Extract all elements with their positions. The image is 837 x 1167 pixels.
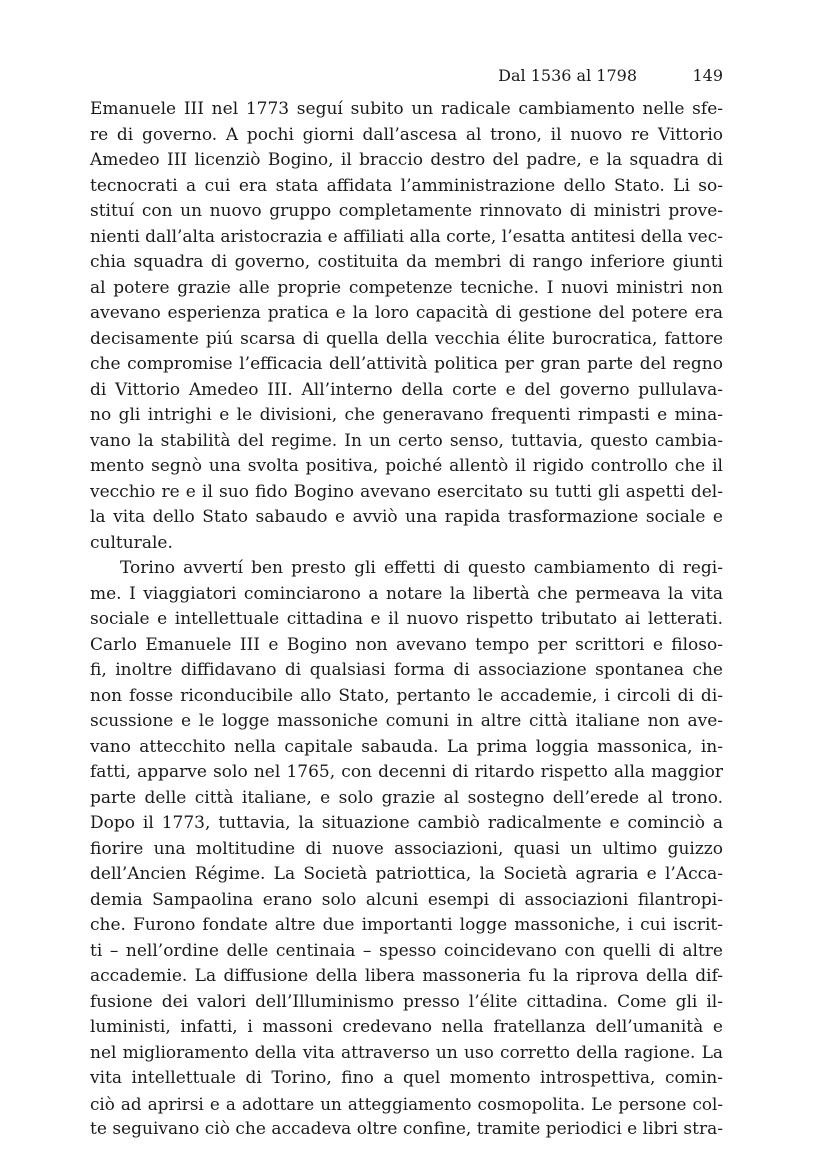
- text-line: Emanuele III nel 1773 seguí subito un radicale cambiamento nelle sfe-: [90, 99, 723, 119]
- text-line: ti – nell’ordine delle centinaia – spesso coincidevano con quelli di altre: [90, 940, 723, 961]
- page-number: 149: [692, 66, 723, 85]
- text-line: di Vittorio Amedeo III. All’interno della corte e del governo pullulava-: [90, 379, 723, 400]
- text-line: Dopo il 1773, tuttavia, la situazione cambiò radicalmente e cominciò a: [90, 813, 723, 833]
- text-line: non fosse riconducibile allo Stato, pertanto le accademie, i circoli di di-: [90, 685, 723, 706]
- text-line: vano la stabilità del regime. In un certo senso, tuttavia, questo cambia-: [90, 430, 723, 451]
- text-line: che. Furono fondate altre due importanti logge massoniche, i cui iscrit-: [90, 915, 723, 935]
- text-line: me. I viaggiatori cominciarono a notare la libertà che permeava la vita: [90, 583, 723, 604]
- text-line: fi, inoltre diffidavano di qualsiasi forma di associazione spontanea che: [90, 660, 723, 680]
- text-line: tecnocrati a cui era stata affidata l’amministrazione dello Stato. Li so-: [90, 175, 723, 196]
- text-line: fiorire una moltitudine di nuove associazioni, quasi un ultimo guizzo: [90, 838, 723, 859]
- text-line: culturale.: [90, 532, 173, 553]
- text-line: fatti, apparve solo nel 1765, con decenni di ritardo rispetto alla maggior: [90, 762, 723, 782]
- text-line: Amedeo III licenziò Bogino, il braccio destro del padre, e la squadra di: [90, 150, 723, 170]
- text-line: ciò ad aprirsi e a adottare un atteggiamento cosmopolita. Le persone col-: [90, 1093, 723, 1114]
- text-line: al potere grazie alle proprie competenze tecniche. I nuovi ministri non: [90, 277, 723, 298]
- text-line: vano attecchito nella capitale sabauda. La prima loggia massonica, in-: [90, 736, 723, 757]
- text-line: Torino avvertí ben presto gli effetti di questo cambiamento di regi-: [120, 558, 723, 578]
- text-line: dell’Ancien Régime. La Società patriottica, la Società agraria e l’Acca-: [90, 864, 723, 884]
- text-line: nel miglioramento della vita attraverso un uso corretto della ragione. La: [90, 1042, 723, 1063]
- text-line: chia squadra di governo, costituita da membri di rango inferiore giunti: [90, 252, 723, 272]
- text-line: sociale e intellettuale cittadina e il nuovo rispetto tributato ai letterati.: [90, 609, 723, 629]
- text-line: stituí con un nuovo gruppo completamente rinnovato di ministri prove-: [90, 201, 723, 221]
- text-line: demia Sampaolina erano solo alcuni esempi di associazioni filantropi-: [90, 889, 723, 910]
- body-text: [90, 97, 723, 1143]
- text-line: accademie. La diffusione della libera massoneria fu la riprova della dif-: [90, 966, 723, 986]
- text-line: re di governo. A pochi giorni dall’ascesa al trono, il nuovo re Vittorio: [90, 124, 723, 145]
- running-title: Dal 1536 al 1798: [498, 66, 637, 85]
- running-head: [90, 64, 723, 88]
- text-line: avevano esperienza pratica e la loro capacità di gestione del potere era: [90, 303, 723, 323]
- text-line: che compromise l’efficacia dell’attività politica per gran parte del regno: [90, 354, 723, 374]
- text-line: te seguivano ciò che accadeva oltre confine, tramite periodici e libri stra-: [90, 1119, 723, 1139]
- text-line: luministi, infatti, i massoni credevano nella fratellanza dell’umanità e: [90, 1017, 723, 1037]
- text-line: scussione e le logge massoniche comuni in altre città italiane non ave-: [90, 711, 723, 731]
- text-line: Carlo Emanuele III e Bogino non avevano tempo per scrittori e filoso-: [90, 634, 723, 655]
- text-line: vita intellettuale di Torino, fino a quel momento introspettiva, comin-: [90, 1068, 723, 1088]
- text-line: no gli intrighi e le divisioni, che generavano frequenti rimpasti e mina-: [90, 405, 723, 425]
- text-line: mento segnò una svolta positiva, poiché allentò il rigido controllo che il: [90, 456, 723, 476]
- text-line: vecchio re e il suo fido Bogino avevano esercitato su tutti gli aspetti del-: [90, 481, 723, 502]
- text-line: fusione dei valori dell’Illuminismo presso l’élite cittadina. Come gli il-: [90, 991, 723, 1012]
- text-line: nienti dall’alta aristocrazia e affiliati alla corte, l’esatta antitesi della vec-: [90, 226, 723, 247]
- text-line: parte delle città italiane, e solo grazie al sostegno dell’erede al trono.: [90, 787, 723, 808]
- text-line: decisamente piú scarsa di quella della vecchia élite burocratica, fattore: [90, 328, 723, 349]
- text-line: la vita dello Stato sabaudo e avviò una rapida trasformazione sociale e: [90, 507, 723, 527]
